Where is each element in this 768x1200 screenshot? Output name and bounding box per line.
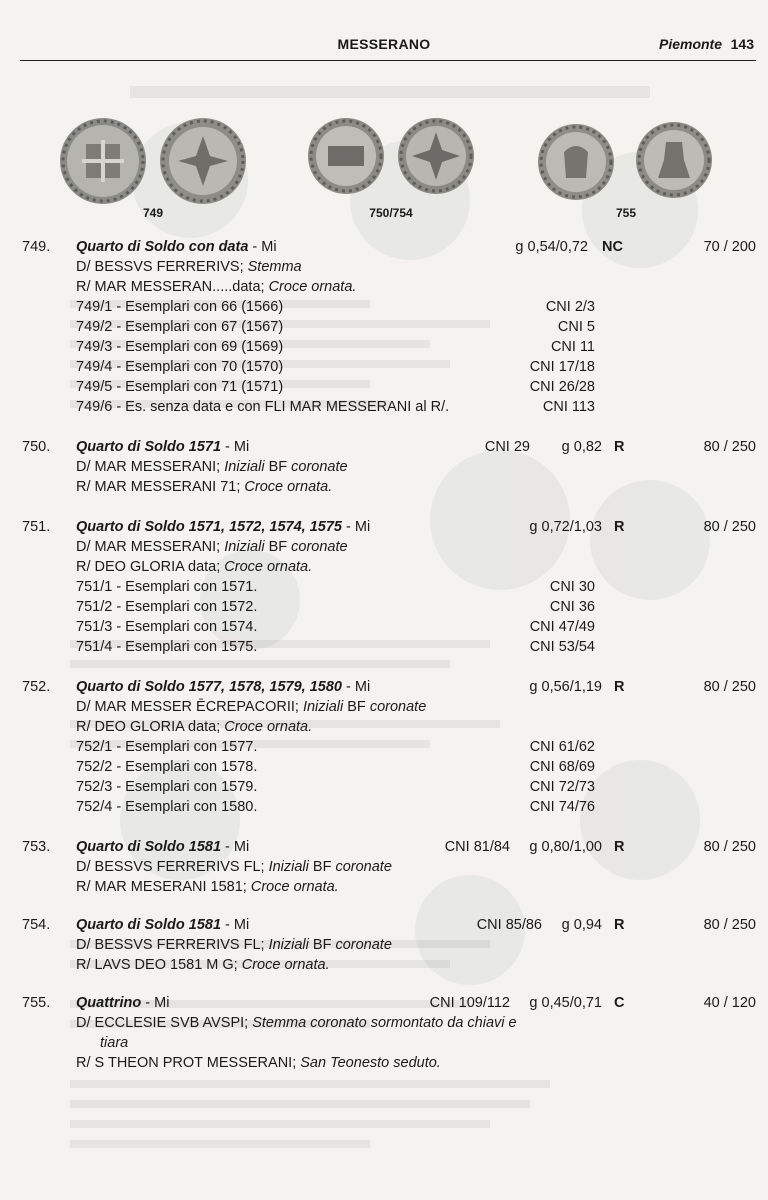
weight: g 0,54/0,72 <box>515 239 588 255</box>
weight: g 0,45/0,71 <box>529 995 602 1011</box>
coin-name: Quarto di Soldo 1581 <box>76 839 222 855</box>
reverse-description: R/ S THEON PROT MESSERANI; San Teonesto seduto. <box>76 1055 441 1071</box>
entry-title <box>76 994 169 1012</box>
entry-title <box>76 916 249 934</box>
price-estimate: 80 / 250 <box>703 679 756 695</box>
obverse-description: D/ BESSVS FERRERIVS FL; Iniziali BF coronate <box>76 937 392 953</box>
variant-cni: CNI 36 <box>549 599 595 615</box>
variant-text: 749/2 - Esemplari con 67 (1567) <box>76 319 284 335</box>
header-divider <box>20 60 756 61</box>
entry-number: 752. <box>22 679 51 695</box>
entry-number: 750. <box>22 439 51 455</box>
reverse-description: R/ LAVS DEO 1581 M G; Croce ornata. <box>76 957 330 973</box>
entry-number: 755. <box>22 995 51 1011</box>
page-header-title: MESSERANO <box>337 36 431 52</box>
metal: - Mi <box>341 519 371 535</box>
weight: g 0,56/1,19 <box>529 679 602 695</box>
reverse-description: R/ MAR MESERANI 1581; Croce ornata. <box>76 879 339 895</box>
rarity: C <box>614 995 625 1011</box>
metal: - Mi <box>141 995 170 1011</box>
variant-cni: CNI 11 <box>550 339 595 355</box>
obverse-description: D/ BESSVS FERRERIVS FL; Iniziali BF coronate <box>76 859 392 875</box>
page-header-region: Piemonte <box>658 36 722 52</box>
variant-cni: CNI 61/62 <box>529 739 595 755</box>
coin-755-obverse-image <box>536 122 616 202</box>
reverse-description: R/ MAR MESSERANI 71; Croce ornata. <box>76 479 333 495</box>
cni-reference: CNI 109/112 <box>429 995 510 1011</box>
price-estimate: 80 / 250 <box>703 917 756 933</box>
rarity: R <box>614 519 625 535</box>
reverse-description: R/ DEO GLORIA data; Croce ornata. <box>76 719 313 735</box>
variant-cni: CNI 72/73 <box>529 779 595 795</box>
variant-cni: CNI 68/69 <box>529 759 595 775</box>
coin-name: Quarto di Soldo con data <box>76 239 249 255</box>
coin-750-754-reverse-image <box>396 116 476 196</box>
coin-750-754-obverse-image <box>306 116 386 196</box>
coin-label-750-754: 750/754 <box>369 206 413 220</box>
coin-749-obverse-image <box>58 116 148 206</box>
coin-name: Quattrino <box>76 995 142 1011</box>
variant-text: 752/4 - Esemplari con 1580. <box>76 799 258 815</box>
entry-number: 753. <box>22 839 51 855</box>
price-estimate: 80 / 250 <box>703 519 756 535</box>
coin-name: Quarto di Soldo 1571 <box>76 439 222 455</box>
entry-title <box>76 678 370 696</box>
variant-cni: CNI 26/28 <box>529 379 595 395</box>
entry-number: 749. <box>22 239 51 255</box>
obverse-description: D/ MAR MESSERANI; Iniziali BF coronate <box>76 539 348 555</box>
weight: g 0,72/1,03 <box>529 519 602 535</box>
variant-cni: CNI 53/54 <box>529 639 595 655</box>
reverse-description: R/ MAR MESSERAN.....data; Croce ornata. <box>76 279 357 295</box>
rarity: R <box>614 679 625 695</box>
rarity: R <box>614 839 625 855</box>
entry-title <box>76 438 249 456</box>
obverse-description-continued: tiara <box>100 1035 129 1051</box>
cni-reference: CNI 81/84 <box>444 839 510 855</box>
variant-cni: CNI 30 <box>549 579 595 595</box>
cni-reference: CNI 85/86 <box>476 917 542 933</box>
metal: - Mi <box>341 679 371 695</box>
coin-755-reverse-image <box>634 120 714 200</box>
variant-text: 749/1 - Esemplari con 66 (1566) <box>76 299 284 315</box>
weight: g 0,80/1,00 <box>529 839 602 855</box>
variant-text: 751/1 - Esemplari con 1571. <box>76 579 258 595</box>
entry-title <box>76 518 370 536</box>
page-number: 143 <box>730 36 754 52</box>
obverse-description: D/ MAR MESSER ĒCREPACORII; Iniziali BF coronate <box>76 699 427 715</box>
variant-text: 751/4 - Esemplari con 1575. <box>76 639 258 655</box>
obverse-description: D/ MAR MESSERANI; Iniziali BF coronate <box>76 459 348 475</box>
coin-name: Quarto di Soldo 1571, 1572, 1574, 1575 <box>76 519 342 535</box>
weight: g 0,94 <box>561 917 602 933</box>
variant-cni: CNI 74/76 <box>529 799 595 815</box>
coin-name: Quarto di Soldo 1581 <box>76 917 222 933</box>
entry-number: 754. <box>22 917 51 933</box>
price-estimate: 70 / 200 <box>703 239 756 255</box>
coin-749-reverse-image <box>158 116 248 206</box>
entry-title <box>76 238 277 256</box>
variant-cni: CNI 2/3 <box>545 299 595 315</box>
metal: - Mi <box>221 439 250 455</box>
coin-label-755: 755 <box>615 206 637 220</box>
variant-cni: CNI 17/18 <box>529 359 595 375</box>
reverse-description: R/ DEO GLORIA data; Croce ornata. <box>76 559 313 575</box>
metal: - Mi <box>221 917 250 933</box>
weight: g 0,82 <box>561 439 602 455</box>
obverse-description: D/ BESSVS FERRERIVS; Stemma <box>76 259 302 275</box>
price-estimate: 40 / 120 <box>703 995 756 1011</box>
entry-number: 751. <box>22 519 51 535</box>
variant-text: 752/2 - Esemplari con 1578. <box>76 759 258 775</box>
price-estimate: 80 / 250 <box>703 839 756 855</box>
variant-text: 749/4 - Esemplari con 70 (1570) <box>76 359 284 375</box>
variant-text: 752/3 - Esemplari con 1579. <box>76 779 258 795</box>
variant-text: 749/3 - Esemplari con 69 (1569) <box>76 339 284 355</box>
coin-name: Quarto di Soldo 1577, 1578, 1579, 1580 <box>76 679 342 695</box>
entry-title <box>76 838 249 856</box>
rarity: R <box>614 439 625 455</box>
metal: - Mi <box>248 239 277 255</box>
variant-text: 751/2 - Esemplari con 1572. <box>76 599 258 615</box>
rarity: R <box>614 917 625 933</box>
coin-label-749: 749 <box>142 206 164 220</box>
metal: - Mi <box>221 839 250 855</box>
variant-cni: CNI 113 <box>542 399 595 415</box>
variant-text: 751/3 - Esemplari con 1574. <box>76 619 258 635</box>
variant-cni: CNI 5 <box>557 319 595 335</box>
variant-text: 749/6 - Es. senza data e con FLI MAR MESSERANI al R/. <box>76 399 450 415</box>
variant-text: 752/1 - Esemplari con 1577. <box>76 739 258 755</box>
cni-reference: CNI 29 <box>484 439 530 455</box>
price-estimate: 80 / 250 <box>703 439 756 455</box>
variant-text: 749/5 - Esemplari con 71 (1571) <box>76 379 284 395</box>
rarity: NC <box>602 239 623 255</box>
variant-cni: CNI 47/49 <box>529 619 595 635</box>
obverse-description: D/ ECCLESIE SVB AVSPI; Stemma coronato sormontato da chiavi e <box>76 1015 517 1031</box>
